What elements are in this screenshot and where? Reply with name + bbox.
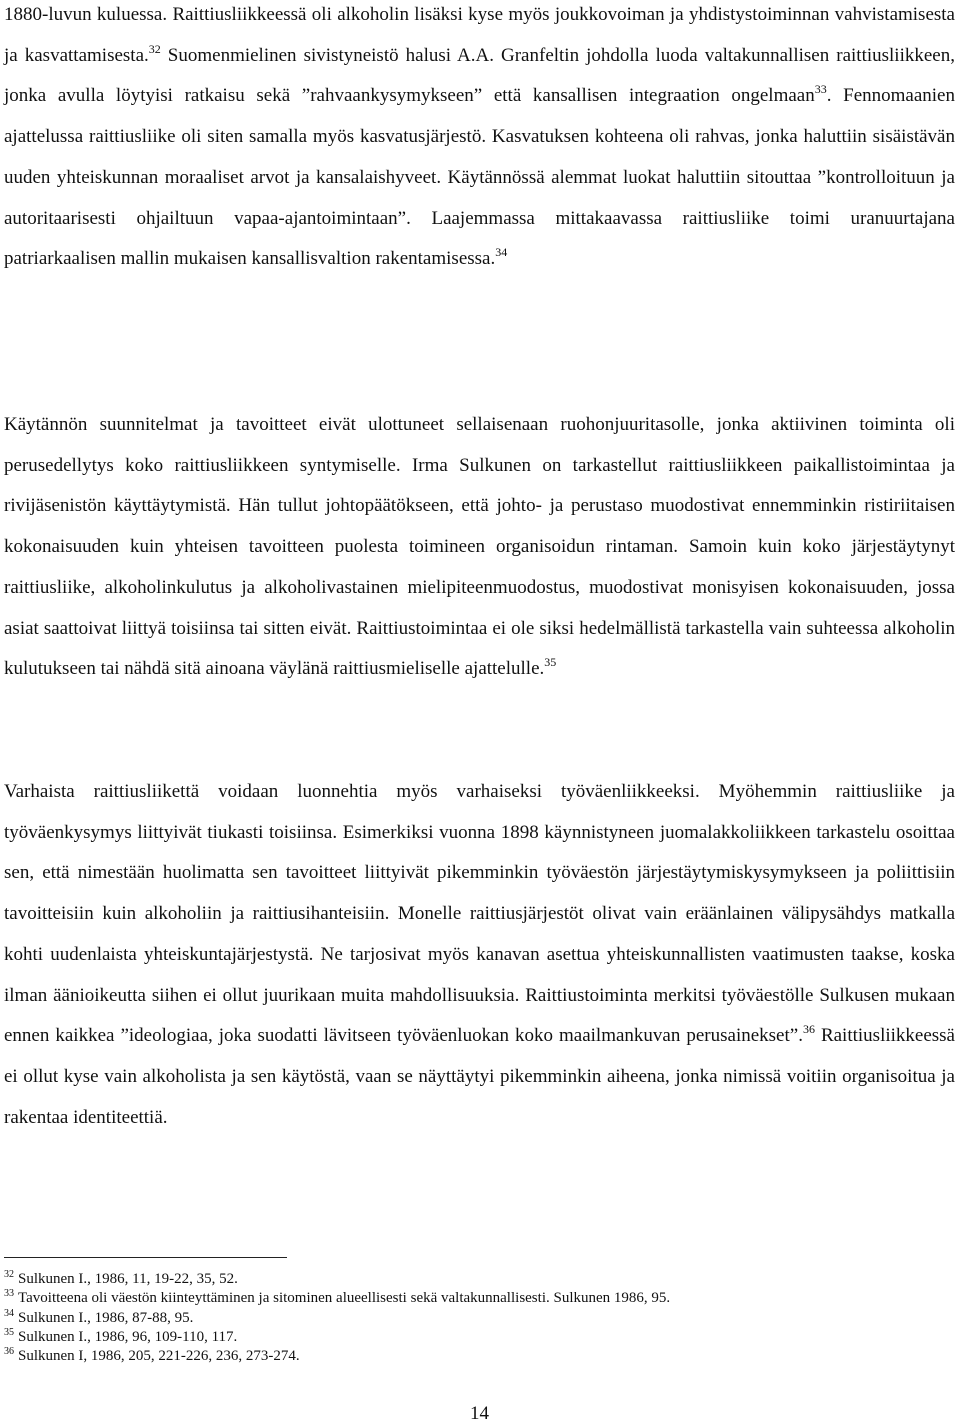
text-run: Raittiusliikkeessä ei ollut kyse vain alkoholista ja sen käytöstä, vaan se näyttäytyi pikemminkin aiheena, jonka nimissä voitiin organisoitua ja rakentaa identiteettiä.: [4, 1025, 955, 1128]
page-number: 14: [470, 1403, 489, 1424]
footnote-text: Sulkunen I., 1986, 87-88, 95.: [18, 1309, 194, 1326]
footnote-number: 36: [4, 1346, 14, 1358]
footnote-number: 34: [4, 1307, 14, 1319]
footnote-35: [4, 1328, 955, 1347]
footnote-ref-33[interactable]: 33: [814, 82, 827, 97]
footnote-34: [4, 1309, 955, 1328]
footnote-ref-32[interactable]: 32: [148, 41, 161, 56]
footnote-ref-34[interactable]: 34: [495, 245, 508, 260]
footnote-33: [4, 1289, 955, 1308]
footnote-number: 35: [4, 1326, 14, 1338]
footnote-number: 33: [4, 1288, 14, 1300]
footnote-text: Sulkunen I., 1986, 96, 109-110, 117.: [18, 1328, 238, 1345]
footnote-36: [4, 1347, 955, 1366]
text-run: Suomenmielinen sivistyneistö halusi A.A. Granfeltin johdolla luoda valtakunnallisen raittiusliikkeen, jonka avulla löytyisi ratkaisu sekä ”rahvaankysymykseen” että kansallisen integraation ongelmaan: [4, 44, 955, 107]
body-paragraph-1: [4, 0, 955, 280]
text-run: Varhaista raittiusliikettä voidaan luonnehtia myös varhaiseksi työväenliikkeeksi. Myöhemmin raittiusliike ja työväenkysymys liittyivät tiukasti toisiinsa. Esimerkiksi vuonna 1898 käynnistyneen juomalakkoliikkeen tarkastelu osoittaa sen, että nimestään huolimatta sen tavoitteet liittyivät pikemminkin työväestön järjestäytymiskysymykseen ja poliittisiin tavoitteisiin kuin alkoholiin ja raittiusihanteisiin. Monelle raittiusjärjestöt olivat vain eräänlainen välipysähdys matkalla kohti uudenlaista yhteiskuntajärjestystä. Ne tarjosivat myös kanavan asettua yhteiskunnallisten vaatimusten taakse, koska ilman äänioikeutta siihen ei ollut juurikaan muita mahdollisuuksia. Raittiustoiminta merkitsi työväestölle Sulkusen mukaan ennen kaikkea ”ideologiaa, joka suodatti lävitseen työväenluokan koko maailmankuvan perusainekset”.: [4, 781, 955, 1047]
footnote-text: Tavoitteena oli väestön kiinteyttäminen ja sitominen alueellisesti sekä valtakunnallisesti. Sulkunen 1986, 95.: [18, 1290, 671, 1307]
footnote-ref-36[interactable]: 36: [802, 1022, 815, 1037]
footnote-32: [4, 1270, 955, 1289]
text-run: 1880-luvun kuluessa. Raittiusliikkeessä oli alkoholin lisäksi kyse myös joukkovoiman ja yhdistystoiminnan vahvistamisesta ja kasvattamisesta.: [4, 4, 955, 66]
footnote-ref-35[interactable]: 35: [544, 655, 557, 670]
body-paragraph-2: [4, 405, 955, 690]
body-paragraph-3: [4, 772, 955, 1138]
document-page: [4, 0, 955, 1425]
text-run: Käytännön suunnitelmat ja tavoitteet eivät ulottuneet sellaisenaan ruohonjuuritasolle, jonka aktiivinen toiminta oli perusedellytys koko raittiusliikkeen syntymiselle. Irma Sulkunen on tarkastellut raittiusliikkeen paikallistoimintaa ja rivijäsenistön käyttäytymistä. Hän tullut johtopäätökseen, että johto- ja perustaso muodostivat ennemminkin ristiriitaisen kokonaisuuden kuin yhteisen tavoitteen puolesta toimineen organisoidun rintaman. Samoin kuin koko järjestäytynyt raittiusliike, alkoholinkulutus ja alkoholivastainen mielipiteenmuodostus, muodostivat monisyisen kokonaisuuden, jossa asiat saattoivat liittyä toisiinsa tai sitten eivät. Raittiustoimintaa ei ole siksi hedelmällistä tarkastella vain suhteessa alkoholin kulutukseen tai nähdä sitä ainoana väylänä raittiusmieliselle ajattelulle.: [4, 414, 955, 680]
footnote-text: Sulkunen I., 1986, 11, 19-22, 35, 52.: [18, 1271, 238, 1287]
footnote-text: Sulkunen I, 1986, 205, 221-226, 236, 273-274.: [18, 1348, 300, 1365]
footnote-number: 32: [4, 1269, 14, 1280]
footnotes: [4, 1270, 955, 1366]
footnote-separator: [4, 1257, 287, 1258]
text-run: . Fennomaanien ajattelussa raittiusliike oli siten samalla myös kasvatusjärjestö. Kasvatuksen kohteena oli rahvas, jonka haluttiin sisäistävän uuden yhteiskunnan moraaliset arvot ja kansalaishyveet. Käytännössä alemmat luokat haluttiin sitouttaa ”kontrolloituun ja autoritaarisesti ohjailtuun vapaa-ajantoimintaan”. Laajemmassa mittakaavassa raittiusliike toimi uranuurtajana patriarkaalisen mallin mukaisen kansallisvaltion rakentamisessa.: [4, 85, 955, 270]
